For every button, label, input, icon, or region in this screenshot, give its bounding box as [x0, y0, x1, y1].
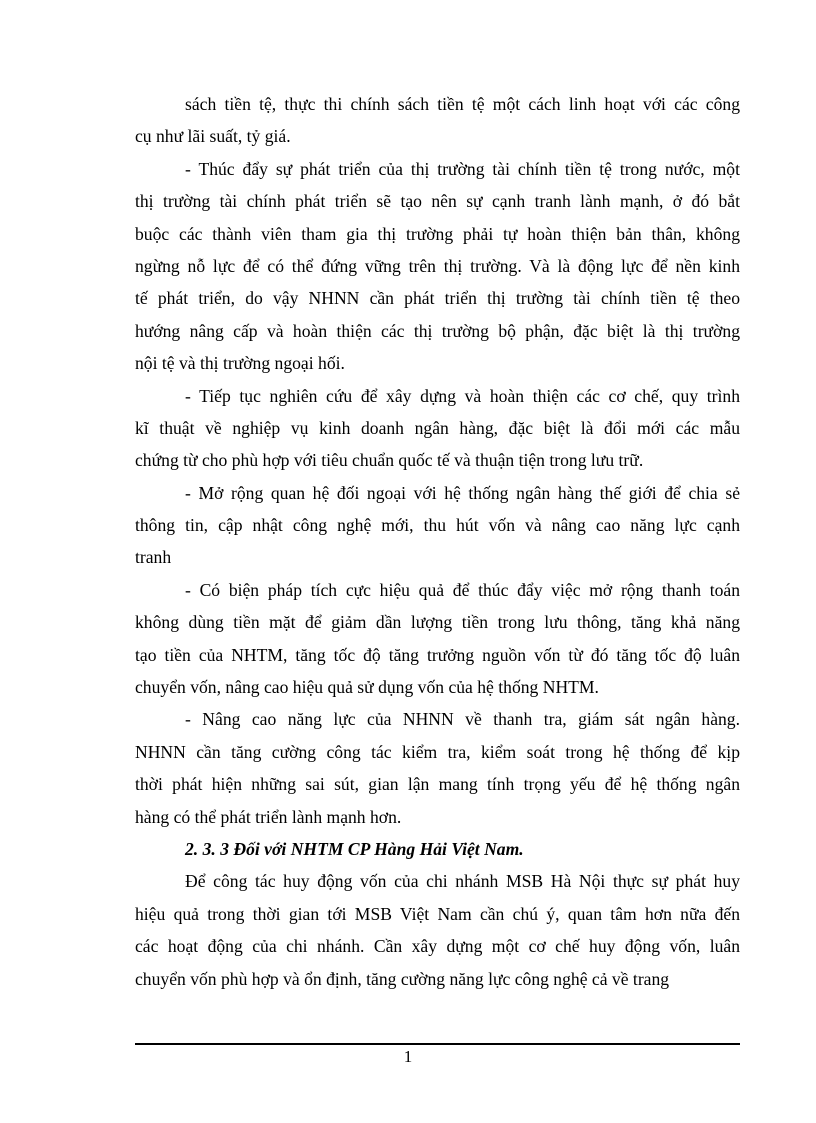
paragraph: [135, 477, 740, 574]
text-line: không dùng tiền mặt để giảm dần lượng tiền trong lưu thông, tăng khả năng: [135, 612, 740, 633]
text-line: sách tiền tệ, thực thi chính sách tiền tệ một cách linh hoạt với các công: [185, 94, 740, 114]
text-line: - Có biện pháp tích cực hiệu quả để thúc đẩy việc mở rộng thanh toán: [185, 579, 740, 600]
text-line: thời phát hiện những sai sút, gian lận mang tính trọng yếu để hệ thống ngân: [135, 774, 740, 795]
text-line: ngừng nỗ lực để có thể đứng vững trên thị trường. Và là động lực để nền kinh: [135, 255, 740, 276]
text-line: buộc các thành viên tham gia thị trường phải tự hoàn thiện bản thân, không: [135, 223, 740, 244]
text-line: tranh: [135, 547, 172, 568]
paragraph: [135, 153, 740, 380]
text-line: - Thúc đẩy sự phát triển của thị trường tài chính tiền tệ trong nước, một: [185, 158, 740, 179]
text-line: tạo tiền của NHTM, tăng tốc độ tăng trưởng nguồn vốn từ đó tăng tốc độ luân: [135, 644, 740, 665]
text-line: tế phát triển, do vậy NHNN cần phát triển thị trường tài chính tiền tệ theo: [135, 288, 740, 309]
text-line: thị trường tài chính phát triển sẽ tạo nên sự cạnh tranh lành mạnh, ở đó bắt: [135, 191, 740, 212]
text-line: Để công tác huy động vốn của chi nhánh MSB Hà Nội thực sự phát huy: [185, 871, 740, 892]
text-line: chuyển vốn phù hợp và ổn định, tăng cường năng lực công nghệ cả về trang: [135, 968, 670, 989]
text-line: thông tin, cập nhật công nghệ mới, thu hút vốn và nâng cao năng lực cạnh: [135, 515, 740, 536]
paragraph: [135, 865, 740, 995]
text-line: - Mở rộng quan hệ đối ngoại với hệ thống ngân hàng thế giới để chia sẻ: [185, 482, 740, 503]
text-line: hiệu quả trong thời gian tới MSB Việt Nam cần chú ý, quan tâm hơn nữa đến: [135, 903, 740, 924]
page-number: 1: [403, 1047, 413, 1066]
paragraph: [135, 380, 740, 477]
paragraph: [135, 574, 740, 704]
text-line: các hoạt động của chi nhánh. Cần xây dựng một cơ chế huy động vốn, luân: [135, 936, 740, 957]
text-line: cụ như lãi suất, tỷ giá.: [135, 126, 291, 147]
section-heading: [135, 833, 740, 865]
text-line: chuyển vốn, nâng cao hiệu quả sử dụng vốn của hệ thống NHTM.: [135, 677, 599, 698]
document-body: [135, 88, 740, 995]
paragraph: [135, 703, 740, 833]
paragraph: [135, 88, 740, 153]
text-line: nội tệ và thị trường ngoại hối.: [135, 353, 345, 374]
text-line: chứng từ cho phù hợp với tiêu chuẩn quốc tế và thuận tiện trong lưu trữ.: [135, 450, 644, 471]
text-line: - Tiếp tục nghiên cứu để xây dựng và hoàn thiện các cơ chế, quy trình: [185, 385, 740, 406]
text-line: kĩ thuật về nghiệp vụ kinh doanh ngân hàng, đặc biệt là đổi mới các mẫu: [135, 417, 740, 438]
text-line: NHNN cần tăng cường công tác kiểm tra, kiểm soát trong hệ thống để kịp: [135, 741, 740, 762]
footer-divider: [135, 1043, 740, 1045]
text-line: - Nâng cao năng lực của NHNN về thanh tra, giám sát ngân hàng.: [185, 709, 740, 730]
text-line: hướng nâng cấp và hoàn thiện các thị trường bộ phận, đặc biệt là thị trường: [135, 320, 740, 341]
text-line: 2. 3. 3 Đối với NHTM CP Hàng Hải Việt Nam.: [185, 838, 524, 859]
text-line: hàng có thể phát triển lành mạnh hơn.: [135, 806, 402, 827]
